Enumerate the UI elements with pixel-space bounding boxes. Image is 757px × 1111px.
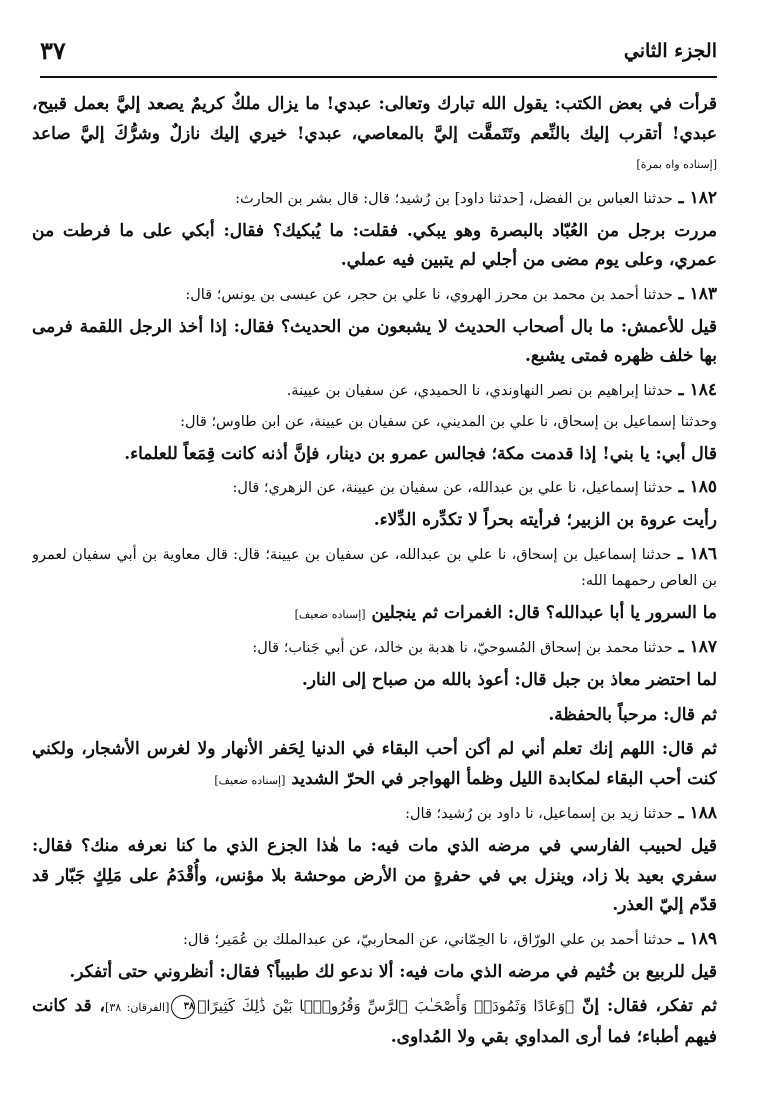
narration-dash: ـ: [672, 379, 690, 400]
matn-paragraph: [32, 701, 717, 731]
matn-paragraph: [32, 832, 717, 921]
narration-dash: ـ: [672, 477, 690, 497]
quran-intro-text: ثم تفكر، فقال: إنّ: [581, 996, 717, 1016]
isnad-line: [32, 800, 717, 827]
isnad-line: [32, 634, 717, 661]
page-number: ٣٧: [40, 36, 66, 65]
narration-number: ١٨٦: [689, 543, 717, 564]
page-content: [32, 90, 717, 1097]
matn-paragraph: [32, 666, 717, 696]
quran-quote-paragraph: [32, 992, 717, 1052]
matn-paragraph: [32, 313, 717, 372]
narration-number: ١٨٣: [689, 283, 717, 304]
isnad-text: حدثنا زيد بن إسماعيل، نا داود بن رُشيد؛ قال:: [405, 806, 673, 822]
grading-note: [إسناده واه بمرة]: [636, 158, 717, 171]
isnad-text: حدثنا محمد بن إسحاق المُسوحيّ، نا هدبة بن خالد، عن أبي جَناب؛ قال:: [252, 640, 673, 656]
verse-reference: [الفرقان: ٣٨]: [105, 1001, 170, 1014]
matn-paragraph: [32, 958, 717, 988]
narration-number: ١٨٢: [689, 187, 717, 208]
isnad-line: [32, 185, 717, 212]
narration-dash: ـ: [672, 928, 690, 949]
narration-dash: ـ: [672, 803, 690, 823]
matn-paragraph: [32, 90, 717, 180]
isnad-text: حدثنا إسماعيل، نا علي بن عبدالله، عن سفيان بن عيينة، عن الزهري؛ قال:: [232, 480, 673, 496]
matn-text: ما السرور يا أبا عبدالله؟ قال: الغمرات ثم ينجلين: [371, 602, 717, 623]
matn-text: قال أبي: يا بني! إذا قدمت مكة؛ فجالس عمرو بن دينار، فإنَّ أذنه كانت قِمَعاً للعلماء.: [124, 443, 717, 464]
matn-text: قيل للربيع بن خُثيم في مرضه الذي مات فيه: ألا ندعو لك طبيباً؟ فقال: أنظروني حتى أتفكر.: [69, 961, 717, 982]
isnad-text: حدثنا إبراهيم بن نصر النهاوندي، نا الحميدي، عن سفيان بن عيينة.: [286, 382, 673, 399]
narration-number: ١٨٩: [689, 928, 717, 949]
narration-dash: ـ: [672, 283, 690, 304]
isnad-line: [32, 541, 717, 594]
matn-paragraph: [32, 217, 717, 276]
isnad-text: حدثنا إسماعيل بن إسحاق، نا علي بن عبدالله، عن سفيان بن عيينة؛ قال: قال معاوية بن أبي سفيان لعمرو بن العاص رحمهما الله:: [32, 546, 717, 589]
matn-paragraph: [32, 599, 717, 630]
matn-text: رأيت عروة بن الزبير؛ فرأيته بحراً لا تكدِّره الدِّلاء.: [373, 510, 717, 530]
grading-note: [إسناده ضعيف]: [214, 773, 286, 787]
matn-paragraph: [32, 735, 717, 795]
isnad-line: [32, 409, 717, 435]
isnad-text: وحدثنا إسماعيل بن إسحاق، نا علي بن المديني، عن سفيان بن عيينة، عن ابن طاوس؛ قال:: [180, 413, 717, 430]
matn-text: لما احتضر معاذ بن جبل قال: أعوذ بالله من صباح إلى النار.: [301, 670, 717, 690]
narration-dash: ـ: [671, 543, 690, 564]
quran-verse: ﴿وَعَادًا وَثَمُودَا۟ وَأَصْحَـٰبَ ٱلرَّسِّ وَقُرُونًۢا بَيْنَ ذَٰلِكَ كَثِيرًا﴾: [197, 997, 574, 1015]
narration-dash: ـ: [672, 187, 690, 208]
matn-text: قرأت في بعض الكتب: يقول الله تبارك وتعالى: عبدي! ما يزال ملكٌ كريمٌ يصعد إليَّ بعمل قبيح، عبدي! أتقرب إليك بالنِّعم وتَتَمقَّت إليَّ بالمعاصي، عبدي! خيري إليك نازلٌ وشرُّكَ إليَّ صاعد: [32, 94, 717, 144]
isnad-line: [32, 377, 717, 404]
header-divider: [40, 76, 717, 78]
isnad-line: [32, 281, 717, 308]
narration-dash: ـ: [672, 637, 690, 657]
grading-note: [إسناده ضعيف]: [294, 607, 366, 621]
isnad-text: حدثنا أحمد بن محمد بن محرز الهروي، نا علي بن حجر، عن عيسى بن يونس؛ قال:: [185, 286, 673, 303]
matn-paragraph: [32, 506, 717, 536]
isnad-line: [32, 474, 717, 501]
matn-text: ثم قال: اللهم إنك تعلم أني لم أكن أحب البقاء في الدنيا لِحَفر الأنهار ولا لغرس الأشجار، ولكني كنت أحب البقاء لمكابدة الليل وظمأ الهواجر في الحرّ الشديد: [32, 739, 717, 789]
narration-number: ١٨٧: [689, 637, 717, 657]
isnad-text: حدثنا أحمد بن علي الورّاق، نا الحِمّاني، عن المحاربيّ، عن عبدالملك بن عُمَير؛ قال:: [182, 931, 673, 948]
narration-number: ١٨٤: [689, 379, 717, 400]
page-header: [40, 36, 717, 70]
matn-text: مررت برجل من العُبّاد بالبصرة وهو يبكي. فقلت: ما يُبكيك؟ فقال: أبكي على ما فرطت من عمري، وعلى يوم مضى من أجلي لم يتبين فيه عملي.: [32, 220, 717, 270]
matn-text: قيل للأعمش: ما بال أصحاب الحديث لا يشبعون من الحديث؟ فقال: إذا أخذ الرجل اللقمة فرمى بها خلف ظهره فمتى يشبع.: [32, 316, 717, 366]
isnad-line: [32, 926, 717, 953]
part-title: الجزء الثاني: [623, 40, 717, 62]
matn-paragraph: [32, 440, 717, 470]
isnad-text: حدثنا العباس بن الفضل، [حدثنا داود] بن رُشيد؛ قال: قال بشر بن الحارث:: [235, 190, 673, 207]
matn-text: ثم قال: مرحباً بالحفظة.: [548, 704, 717, 725]
quran-outro-text: ، قد كانت فيهم أطباء؛ فما أرى المداوي بقي ولا المُداوى.: [32, 996, 717, 1047]
narration-number: ١٨٨: [689, 803, 717, 823]
matn-text: قيل لحبيب الفارسي في مرضه الذي مات فيه: ما هٰذا الجزع الذي ما كنا نعرفه منك؟ فقال: سفري بعيد بلا زاد، وينزل بي في حفرةٍ من الأرض موحشة بلا مؤنس، وأُقْدَمُ على مَلِكٍ جَبّار قد قدّم إليّ العذر.: [32, 836, 717, 915]
narration-number: ١٨٥: [689, 477, 717, 497]
ayah-number-marker: ٣٨: [171, 995, 195, 1019]
